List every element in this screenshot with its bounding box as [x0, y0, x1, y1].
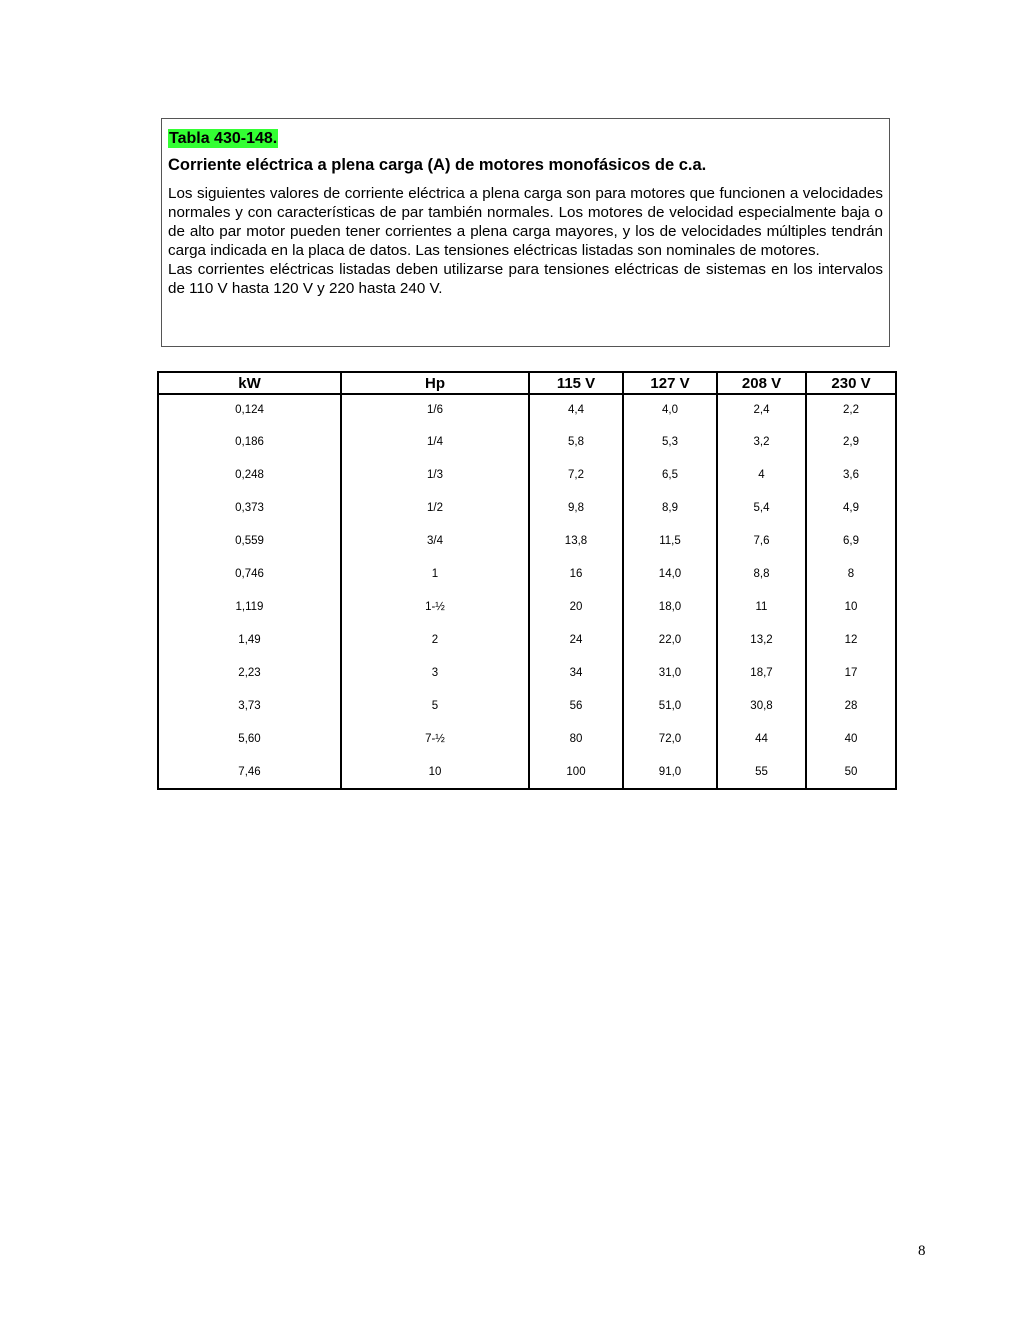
current-230v-cell: 50 — [806, 755, 896, 789]
hp-cell: 1/2 — [341, 491, 529, 524]
table-row — [158, 394, 896, 425]
current-table — [157, 371, 897, 790]
current-115v-cell: 80 — [529, 722, 623, 755]
kw-cell: 0,186 — [235, 435, 264, 448]
current-208v-cell: 3,2 — [717, 425, 806, 458]
table-title: Corriente eléctrica a plena carga (A) de motores monofásicos de c.a. — [168, 156, 707, 174]
current-115v-cell: 24 — [529, 623, 623, 656]
current-230v-cell: 17 — [806, 656, 896, 689]
current-230v-cell: 12 — [806, 623, 896, 656]
kw-cell: 5,60 — [238, 732, 261, 745]
current-127v-cell: 14,0 — [623, 557, 717, 590]
current-127v-cell: 51,0 — [623, 689, 717, 722]
current-208v-cell: 2,4 — [717, 394, 806, 425]
current-208v-cell: 8,8 — [717, 557, 806, 590]
current-208v-cell: 11 — [717, 590, 806, 623]
current-127v-cell: 31,0 — [623, 656, 717, 689]
hp-cell: 1 — [341, 557, 529, 590]
kw-cell: 2,23 — [238, 666, 261, 679]
current-127v-cell: 4,0 — [623, 394, 717, 425]
current-127v-cell: 91,0 — [623, 755, 717, 789]
intro-paragraph-1: Los siguientes valores de corriente eléctrica a plena carga son para motores que funcionen a velocidades normales y con características de par también normales. Los motores de velocidad especialmente baja o de alto par motor pueden tener corrientes a plena carga mayores, y los de velocidades múltiples tendrán carga indicada en la placa de datos. Las tensiones eléctricas listadas son nominales de motores. — [168, 185, 883, 259]
hp-cell: 1/6 — [341, 394, 529, 425]
current-127v-cell: 11,5 — [623, 524, 717, 557]
hp-cell: 2 — [341, 623, 529, 656]
table-row — [158, 557, 896, 590]
current-115v-cell: 16 — [529, 557, 623, 590]
current-127v-cell: 6,5 — [623, 458, 717, 491]
current-230v-cell: 8 — [806, 557, 896, 590]
current-115v-cell: 7,2 — [529, 458, 623, 491]
current-208v-cell: 7,6 — [717, 524, 806, 557]
table-row — [158, 623, 896, 656]
kw-cell: 0,373 — [235, 501, 264, 514]
kw-cell: 0,559 — [235, 534, 264, 547]
hp-cell: 1/4 — [341, 425, 529, 458]
hp-cell: 7-½ — [341, 722, 529, 755]
table-row — [158, 689, 896, 722]
header-hp: Hp — [341, 372, 529, 394]
header-230v: 230 V — [806, 372, 896, 394]
current-230v-cell: 10 — [806, 590, 896, 623]
current-127v-cell: 8,9 — [623, 491, 717, 524]
table-row — [158, 590, 896, 623]
table-row — [158, 722, 896, 755]
current-230v-cell: 2,9 — [806, 425, 896, 458]
hp-cell: 3 — [341, 656, 529, 689]
current-127v-cell: 22,0 — [623, 623, 717, 656]
kw-cell: 1,49 — [238, 633, 261, 646]
kw-cell: 3,73 — [238, 699, 261, 712]
current-115v-cell: 4,4 — [529, 394, 623, 425]
current-230v-cell: 40 — [806, 722, 896, 755]
table-row — [158, 524, 896, 557]
table-row — [158, 458, 896, 491]
current-208v-cell: 30,8 — [717, 689, 806, 722]
current-230v-cell: 6,9 — [806, 524, 896, 557]
kw-cell: 0,746 — [235, 567, 264, 580]
hp-cell: 3/4 — [341, 524, 529, 557]
current-115v-cell: 9,8 — [529, 491, 623, 524]
current-115v-cell: 13,8 — [529, 524, 623, 557]
current-115v-cell: 20 — [529, 590, 623, 623]
kw-cell: 0,248 — [235, 468, 264, 481]
current-208v-cell: 18,7 — [717, 656, 806, 689]
table-row — [158, 755, 896, 789]
current-127v-cell: 5,3 — [623, 425, 717, 458]
header-127v: 127 V — [623, 372, 717, 394]
header-208v: 208 V — [717, 372, 806, 394]
table-intro-box — [161, 118, 890, 347]
current-115v-cell: 5,8 — [529, 425, 623, 458]
hp-cell: 5 — [341, 689, 529, 722]
current-115v-cell: 56 — [529, 689, 623, 722]
kw-cell: 0,124 — [235, 404, 264, 416]
kw-cell: 7,46 — [238, 765, 261, 778]
table-row — [158, 656, 896, 689]
hp-cell: 1-½ — [341, 590, 529, 623]
current-208v-cell: 13,2 — [717, 623, 806, 656]
table-label: Tabla 430-148. — [169, 130, 278, 147]
table-body — [158, 394, 896, 789]
current-115v-cell: 100 — [529, 755, 623, 789]
current-208v-cell: 4 — [717, 458, 806, 491]
table-row — [158, 425, 896, 458]
kw-cell: 1,119 — [235, 600, 264, 613]
current-230v-cell: 2,2 — [806, 394, 896, 425]
current-127v-cell: 18,0 — [623, 590, 717, 623]
intro-paragraph-2: Las corrientes eléctricas listadas deben utilizarse para tensiones eléctricas de sistemas en los intervalos de 110 V hasta 120 V y 220 hasta 240 V. — [168, 261, 883, 297]
hp-cell: 1/3 — [341, 458, 529, 491]
current-230v-cell: 28 — [806, 689, 896, 722]
page-number: 8 — [918, 1243, 926, 1259]
current-115v-cell: 34 — [529, 656, 623, 689]
table-header-row — [158, 372, 896, 394]
current-127v-cell: 72,0 — [623, 722, 717, 755]
current-208v-cell: 44 — [717, 722, 806, 755]
header-kw: kW — [158, 372, 341, 394]
hp-cell: 10 — [341, 755, 529, 789]
current-208v-cell: 5,4 — [717, 491, 806, 524]
current-230v-cell: 4,9 — [806, 491, 896, 524]
table-row — [158, 491, 896, 524]
current-230v-cell: 3,6 — [806, 458, 896, 491]
current-208v-cell: 55 — [717, 755, 806, 789]
header-115v: 115 V — [529, 372, 623, 394]
